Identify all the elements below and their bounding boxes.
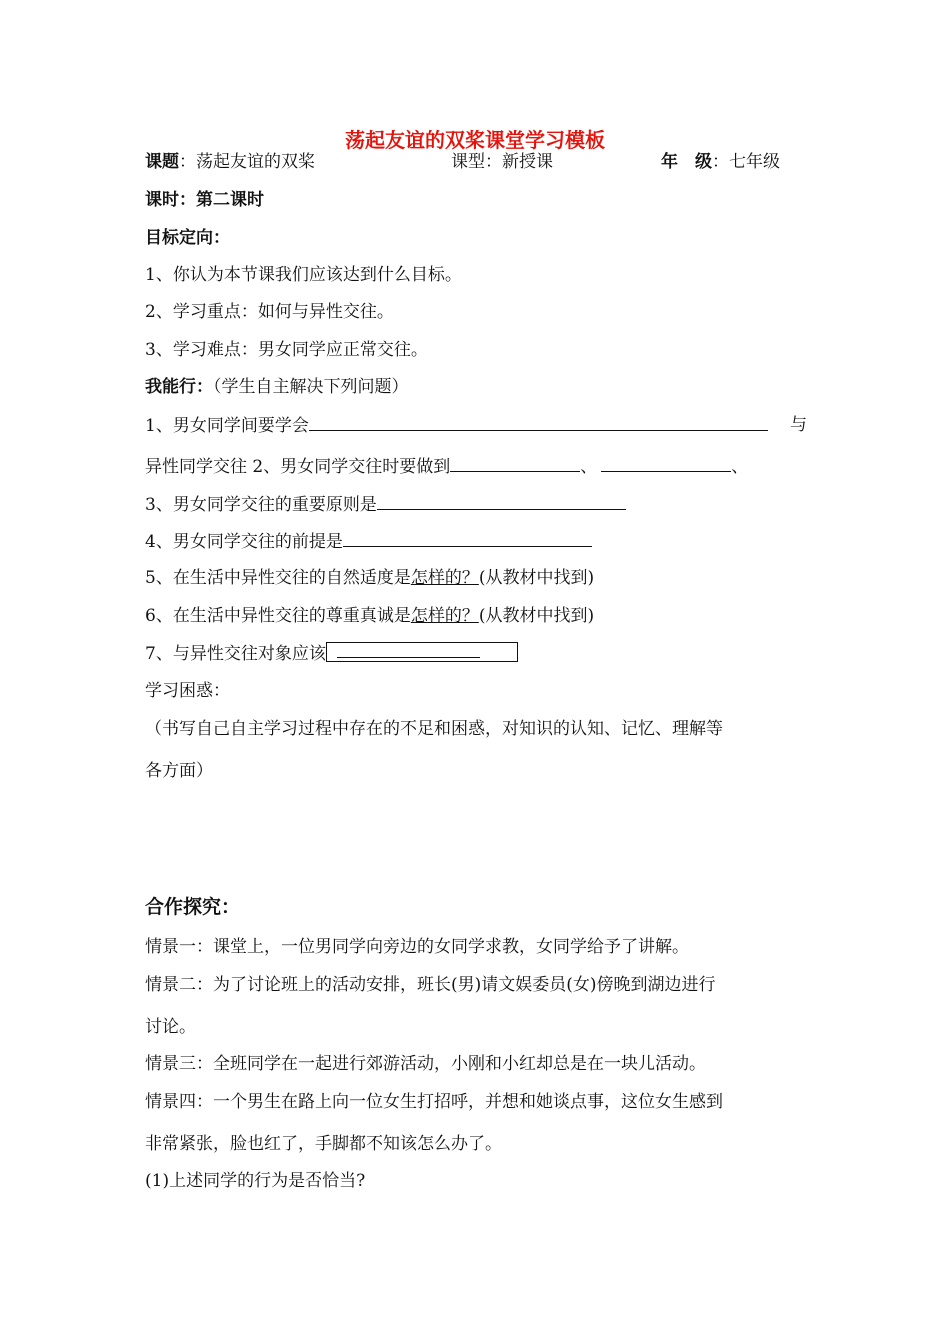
- can-do-heading-row: [145, 376, 409, 398]
- confusion-line-2: 各方面）: [145, 761, 213, 781]
- scenario-2-line-1: 情景二：为了讨论班上的活动安排，班长(男)请文娱委员(女)傍晚到湖边进行: [145, 975, 716, 995]
- header-row: [145, 151, 825, 173]
- goal-item-2: 2、学习重点：如何与异性交往。: [145, 302, 394, 322]
- answer-blank-2b[interactable]: [601, 455, 731, 472]
- confusion-heading: 学习困惑：: [145, 681, 230, 701]
- question-1: 1、男女同学间要学会 与: [145, 415, 807, 436]
- answer-blank-2a[interactable]: [450, 455, 580, 472]
- topic-label: 课题: [145, 152, 179, 172]
- answer-box-7[interactable]: [326, 642, 518, 662]
- goal-item-1: 1、你认为本节课我们应该达到什么目标。: [145, 265, 462, 285]
- topic-value: ：荡起友谊的双桨: [179, 152, 315, 172]
- can-do-heading: 我能行：: [145, 377, 213, 397]
- goal-item-3: 3、学习难点：男女同学应正常交往。: [145, 340, 428, 360]
- confusion-line-1: （书写自己自主学习过程中存在的不足和困惑，对知识的认知、记忆、理解等: [145, 719, 723, 739]
- coop-question-1: (1)上述同学的行为是否恰当?: [145, 1171, 366, 1191]
- scenario-4-line-1: 情景四：一个男生在路上向一位女生打招呼，并想和她谈点事，这位女生感到: [145, 1092, 723, 1112]
- lesson-type: 课型：新授课: [451, 152, 553, 172]
- coop-heading: 合作探究：: [145, 896, 241, 918]
- grade-value: ：七年级: [712, 152, 780, 172]
- goals-heading: 目标定向：: [145, 228, 230, 248]
- question-7: 7、与异性交往对象应该: [145, 642, 518, 665]
- question-4: 4、男女同学交往的前提是: [145, 530, 592, 553]
- question-2: 异性同学交往 2、男女同学交往时要做到 、 、: [145, 457, 749, 477]
- can-do-note: （学生自主解决下列问题）: [213, 377, 409, 397]
- answer-blank-4[interactable]: [343, 530, 592, 547]
- question-6: 6、在生活中异性交往的尊重真诚是怎样的？(从教材中找到): [145, 606, 595, 626]
- lesson-period: 课时：第二课时: [145, 190, 264, 210]
- question-3: 3、男女同学交往的重要原则是: [145, 493, 626, 516]
- scenario-2-line-2: 讨论。: [145, 1017, 196, 1037]
- answer-blank-1[interactable]: [309, 414, 768, 431]
- document-title: 荡起友谊的双桨课堂学习模板: [345, 128, 605, 152]
- answer-blank-3[interactable]: [377, 493, 626, 510]
- scenario-1: 情景一：课堂上，一位男同学向旁边的女同学求教，女同学给予了讲解。: [145, 937, 689, 957]
- scenario-4-line-2: 非常紧张，脸也红了，手脚都不知该怎么办了。: [145, 1134, 502, 1154]
- scenario-3: 情景三：全班同学在一起进行郊游活动，小刚和小红却总是在一块儿活动。: [145, 1054, 706, 1074]
- question-5: 5、在生活中异性交往的自然适度是怎样的？(从教材中找到): [145, 568, 595, 588]
- grade-label: 年 级: [661, 152, 712, 172]
